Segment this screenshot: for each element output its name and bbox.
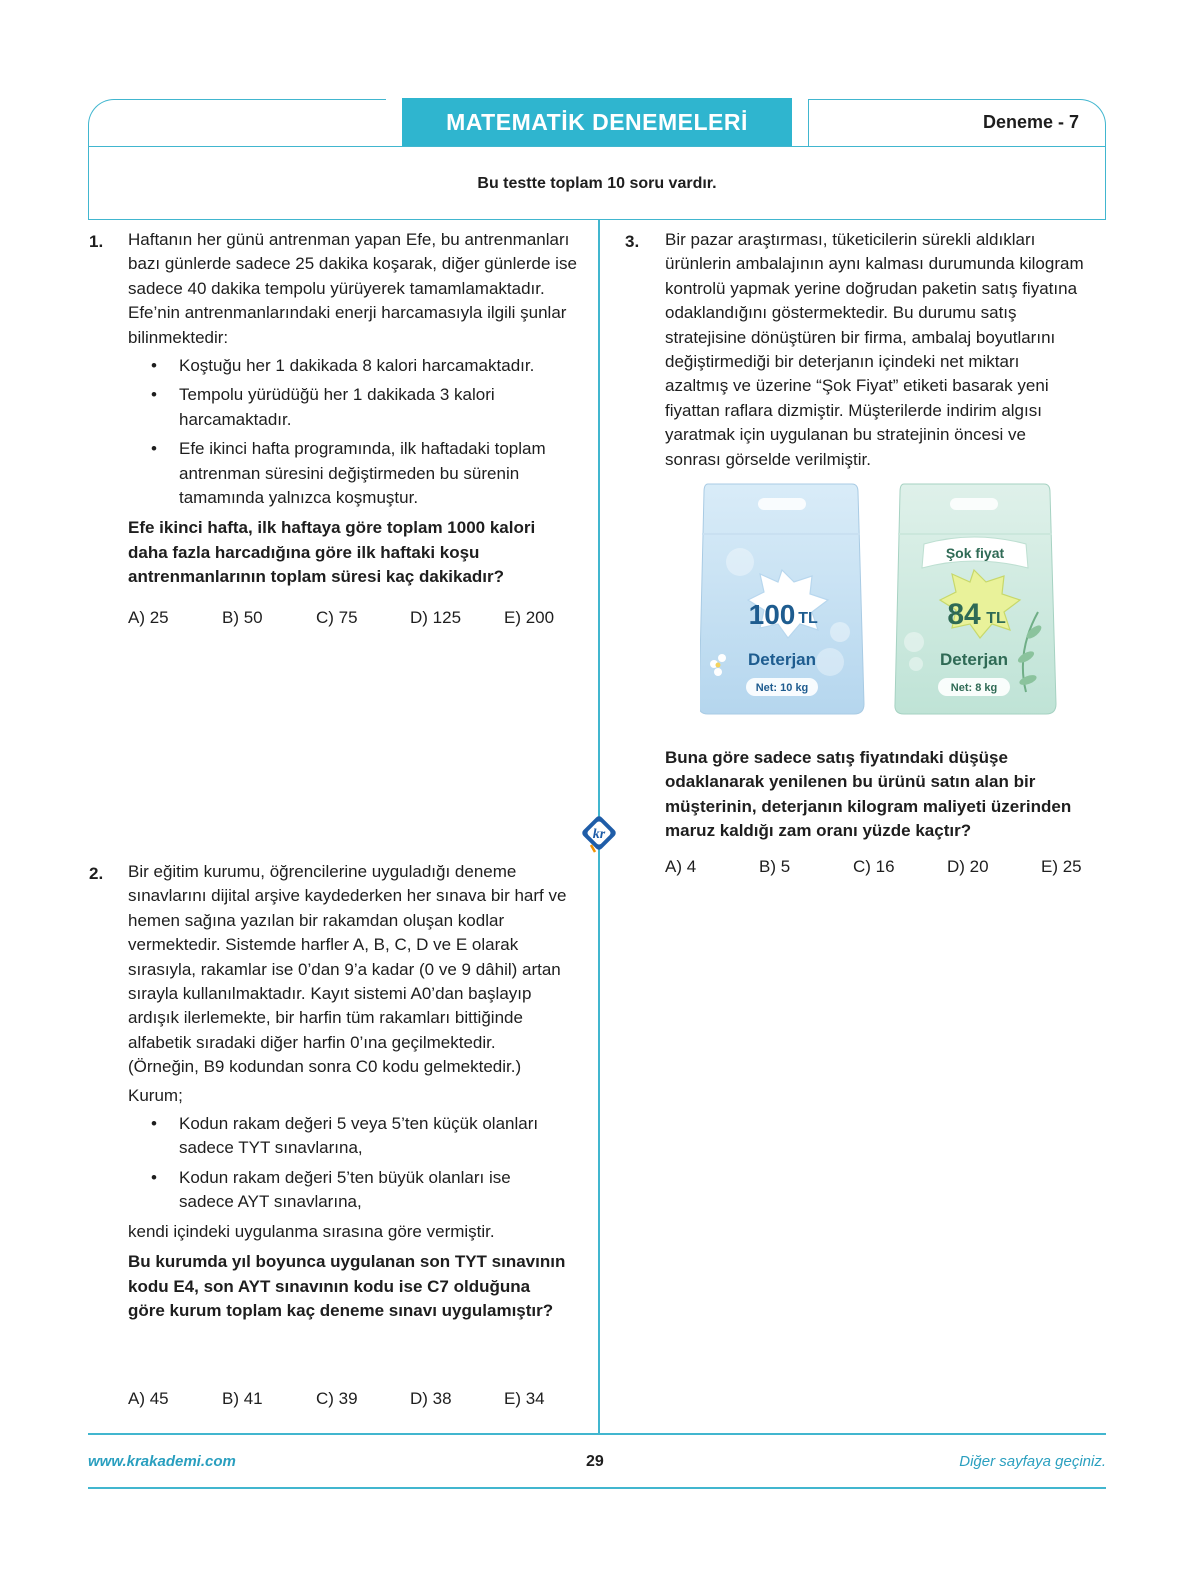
q2-bullet: • Kodun rakam değeri 5’ten büyük olanları ise sadece AYT sınavlarına, <box>128 1166 568 1215</box>
q1-choice-d[interactable]: D) 125 <box>410 608 462 627</box>
q1-question: Efe ikinci hafta, ilk haftaya göre toplam 1000 kalori daha fazla harcadığına göre ilk haftaki koşu antrenmanlarının toplam süresi kaç dakikadır? <box>128 518 536 587</box>
logo-text: kr <box>592 827 606 842</box>
bag-new-net: Net: 8 kg <box>950 682 998 694</box>
q2-bullets <box>128 1112 568 1215</box>
q1-bullet: • Tempolu yürüdüğü her 1 dakikada 3 kalori harcamaktadır. <box>128 383 578 432</box>
q3-choice-a[interactable]: A) 4 <box>665 857 697 876</box>
q1-choice-c[interactable]: C) 75 <box>316 608 358 627</box>
kr-logo-icon <box>578 812 620 854</box>
bag-old-unit: TL <box>798 610 818 627</box>
q2-after: kendi içindeki uygulanma sırasına göre vermiştir. <box>128 1221 495 1241</box>
q1-body <box>128 228 578 590</box>
q1-bullet: • Koştuğu her 1 dakikada 8 kalori harcamaktadır. <box>128 354 578 378</box>
q2-choice-c[interactable]: C) 39 <box>316 1389 358 1408</box>
header-right-box <box>808 99 1106 147</box>
deneme-label: Deneme - 7 <box>982 112 1079 132</box>
footer-top-line <box>88 1433 1106 1435</box>
q2-bullet: • Kodun rakam değeri 5 veya 5’ten küçük olanları sadece TYT sınavlarına, <box>128 1112 568 1161</box>
q1-choice-e[interactable]: E) 200 <box>504 608 555 627</box>
page-number: 29 <box>586 1453 604 1470</box>
bag-old <box>700 484 864 714</box>
bag-new <box>895 484 1056 714</box>
q1-paragraph: Haftanın her günü antrenman yapan Efe, bu antrenmanları bazı günlerde sadece 25 dakika koşarak, diğer günlerde ise sadece 40 dakika tempolu yürüyerek tamamlamaktadır. Efe’nin antrenmanlarındaki enerji harcamasıyla ilgili şunlar bilinmektedir: <box>128 230 577 347</box>
header-title: MATEMATİK DENEMELERİ <box>402 98 792 146</box>
q2-paragraph: Bir eğitim kurumu, öğrencilerine uyguladığı deneme sınavlarını dijital arşive kaydederken her sınava bir harf ve hemen sağına yazılan bir rakamdan oluşan kodlar vermektedir. Sistemde harfler A, B, C, D ve E olarak sırasıyla, rakamlar ise 0’dan 9’a kadar (0 ve 9 dâhil) artan sırayla kullanılmaktadır. Kayıt sistemi A0’dan başlayıp ardışık ilerlemekte, bir harfin tüm rakamları bittiğinde alfabetik sıradaki diğer harfin 0’ına geçilmektedir. (Örneğin, B9 kodundan sonra C0 kodu gelmektedir.) <box>128 862 567 1077</box>
q2-choice-d[interactable]: D) 38 <box>410 1389 452 1408</box>
footer-url[interactable]: www.krakademi.com <box>88 1453 236 1470</box>
bag-new-name: Deterjan <box>939 650 1009 669</box>
footer-next: Diğer sayfaya geçiniz. <box>959 1453 1106 1470</box>
q1-choice-b[interactable]: B) 50 <box>222 608 263 627</box>
q1-bullet: • Efe ikinci hafta programında, ilk haftadaki toplam antrenman süresini değiştirmeden bu sürenin tamamında yalnızca koşmuştur. <box>128 437 578 510</box>
bag-new-price: 84 <box>947 598 981 631</box>
bag-old-net: Net: 10 kg <box>755 682 809 694</box>
q2-number: 2. <box>89 864 104 883</box>
q2-question: Bu kurumda yıl boyunca uygulanan son TYT sınavının kodu E4, son AYT sınavının kodu ise C7 olduğuna göre kurum toplam kaç deneme sınavı uygulamıştır? <box>128 1252 566 1320</box>
footer-bottom-line <box>88 1487 1106 1489</box>
bag-new-banner: Şok fiyat <box>945 545 1005 561</box>
q2-choice-b[interactable]: B) 41 <box>222 1389 263 1408</box>
q3-number: 3. <box>625 232 640 251</box>
bag-old-name: Deterjan <box>747 650 817 669</box>
intro-text: Bu testte toplam 10 soru vardır. <box>477 175 717 192</box>
q3-body <box>665 228 1085 472</box>
bag-old-price: 100 <box>748 599 796 630</box>
q2-choice-e[interactable]: E) 34 <box>504 1389 545 1408</box>
detergent-bags-illustration <box>700 482 1080 732</box>
q3-paragraph: Bir pazar araştırması, tüketicilerin sürekli aldıkları ürünlerin ambalajının aynı kalması durumunda kilogram kontrolü yapmak yerine doğrudan paketin satış fiyatına odaklandığını göstermektedir. Bu durumu satış stratejisine dönüştüren bir firma, ambalaj boyutlarını değiştirmediği bir deterjanın içindeki net miktarı azaltmış ve üzerine “Şok Fiyat” etiketi basarak yeni fiyattan raflara dizmiştir. Müşterilerde indirim algısı yaratmak için uygulanan bu stratejinin öncesi ve sonrası görselde verilmiştir. <box>665 230 1084 469</box>
q3-choice-c[interactable]: C) 16 <box>853 857 895 876</box>
q3-choice-b[interactable]: B) 5 <box>759 857 791 876</box>
bag-new-unit: TL <box>986 610 1006 627</box>
q3-question: Buna göre sadece satış fiyatındaki düşüşe odaklanarak yenilenen bu ürünü satın alan bir müşterinin, deterjanın kilogram maliyeti üzerinden maruz kaldığı zam oranı yüzde kaçtır? <box>665 748 1072 841</box>
q3-choice-d[interactable]: D) 20 <box>947 857 989 876</box>
q2-kurum: Kurum; <box>128 1085 183 1105</box>
header-left-box <box>88 99 386 147</box>
q1-number: 1. <box>89 232 104 251</box>
intro-box <box>88 146 1106 220</box>
q1-choice-a[interactable]: A) 25 <box>128 608 169 627</box>
q2-choice-a[interactable]: A) 45 <box>128 1389 169 1408</box>
q3-choices <box>665 857 1135 877</box>
q2-body <box>128 860 568 1323</box>
q1-bullets <box>128 354 578 510</box>
q3-choice-e[interactable]: E) 25 <box>1041 857 1082 876</box>
q1-choices <box>128 608 598 628</box>
q2-choices <box>128 1389 598 1409</box>
